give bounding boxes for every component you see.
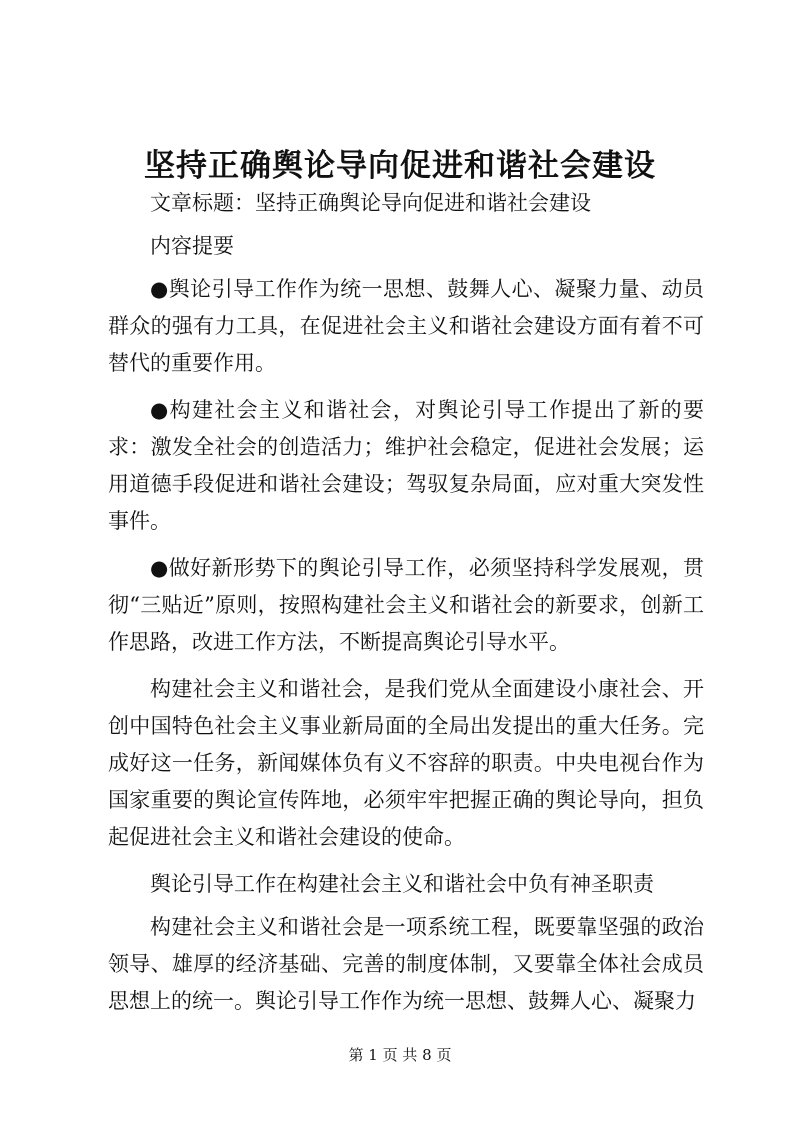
paragraph-summary-heading: 内容提要 <box>150 234 234 258</box>
document-title: 坚持正确舆论导向促进和谐社会建设 <box>144 148 656 184</box>
paragraph-body: 构建社会主义和谐社会是一项系统工程，既要靠坚强的政治领导、雄厚的经济基础、完善的制度体制，又要靠全体社会成员思想上的统一。舆论引导工作作为统一思想、鼓舞人心、凝聚力 <box>108 915 704 1013</box>
page-number-footer: 第 1 页 共 8 页 <box>348 1046 452 1064</box>
paragraph-bullet-1: ●舆论引导工作作为统一思想、鼓舞人心、凝聚力量、动员群众的强有力工具，在促进社会主义和谐社会建设方面有着不可替代的重要作用。 <box>108 277 704 375</box>
paragraph-section-heading: 舆论引导工作在构建社会主义和谐社会中负有神圣职责 <box>150 872 654 896</box>
paragraph-bullet-3: ●做好新形势下的舆论引导工作，必须坚持科学发展观，贯彻“三贴近”原则，按照构建社会主义和谐社会的新要求，创新工作思路，改进工作方法，不断提高舆论引导水平。 <box>108 556 704 654</box>
document-body <box>108 185 704 1030</box>
paragraph-intro: 构建社会主义和谐社会，是我们党从全面建设小康社会、开创中国特色社会主义事业新局面的全局出发提出的重大任务。完成好这一任务，新闻媒体负有义不容辞的职责。中央电视台作为国家重要的舆论宣传阵地，必须牢牢把握正确的舆论导向，担负起促进社会主义和谐社会建设的使命。 <box>108 677 704 849</box>
paragraph-article-title: 文章标题：坚持正确舆论导向促进和谐社会建设 <box>150 191 591 215</box>
paragraph-bullet-2: ●构建社会主义和谐社会，对舆论引导工作提出了新的要求：激发全社会的创造活力；维护社会稳定，促进社会发展；运用道德手段促进和谐社会建设；驾驭复杂局面，应对重大突发性事件。 <box>108 398 704 533</box>
